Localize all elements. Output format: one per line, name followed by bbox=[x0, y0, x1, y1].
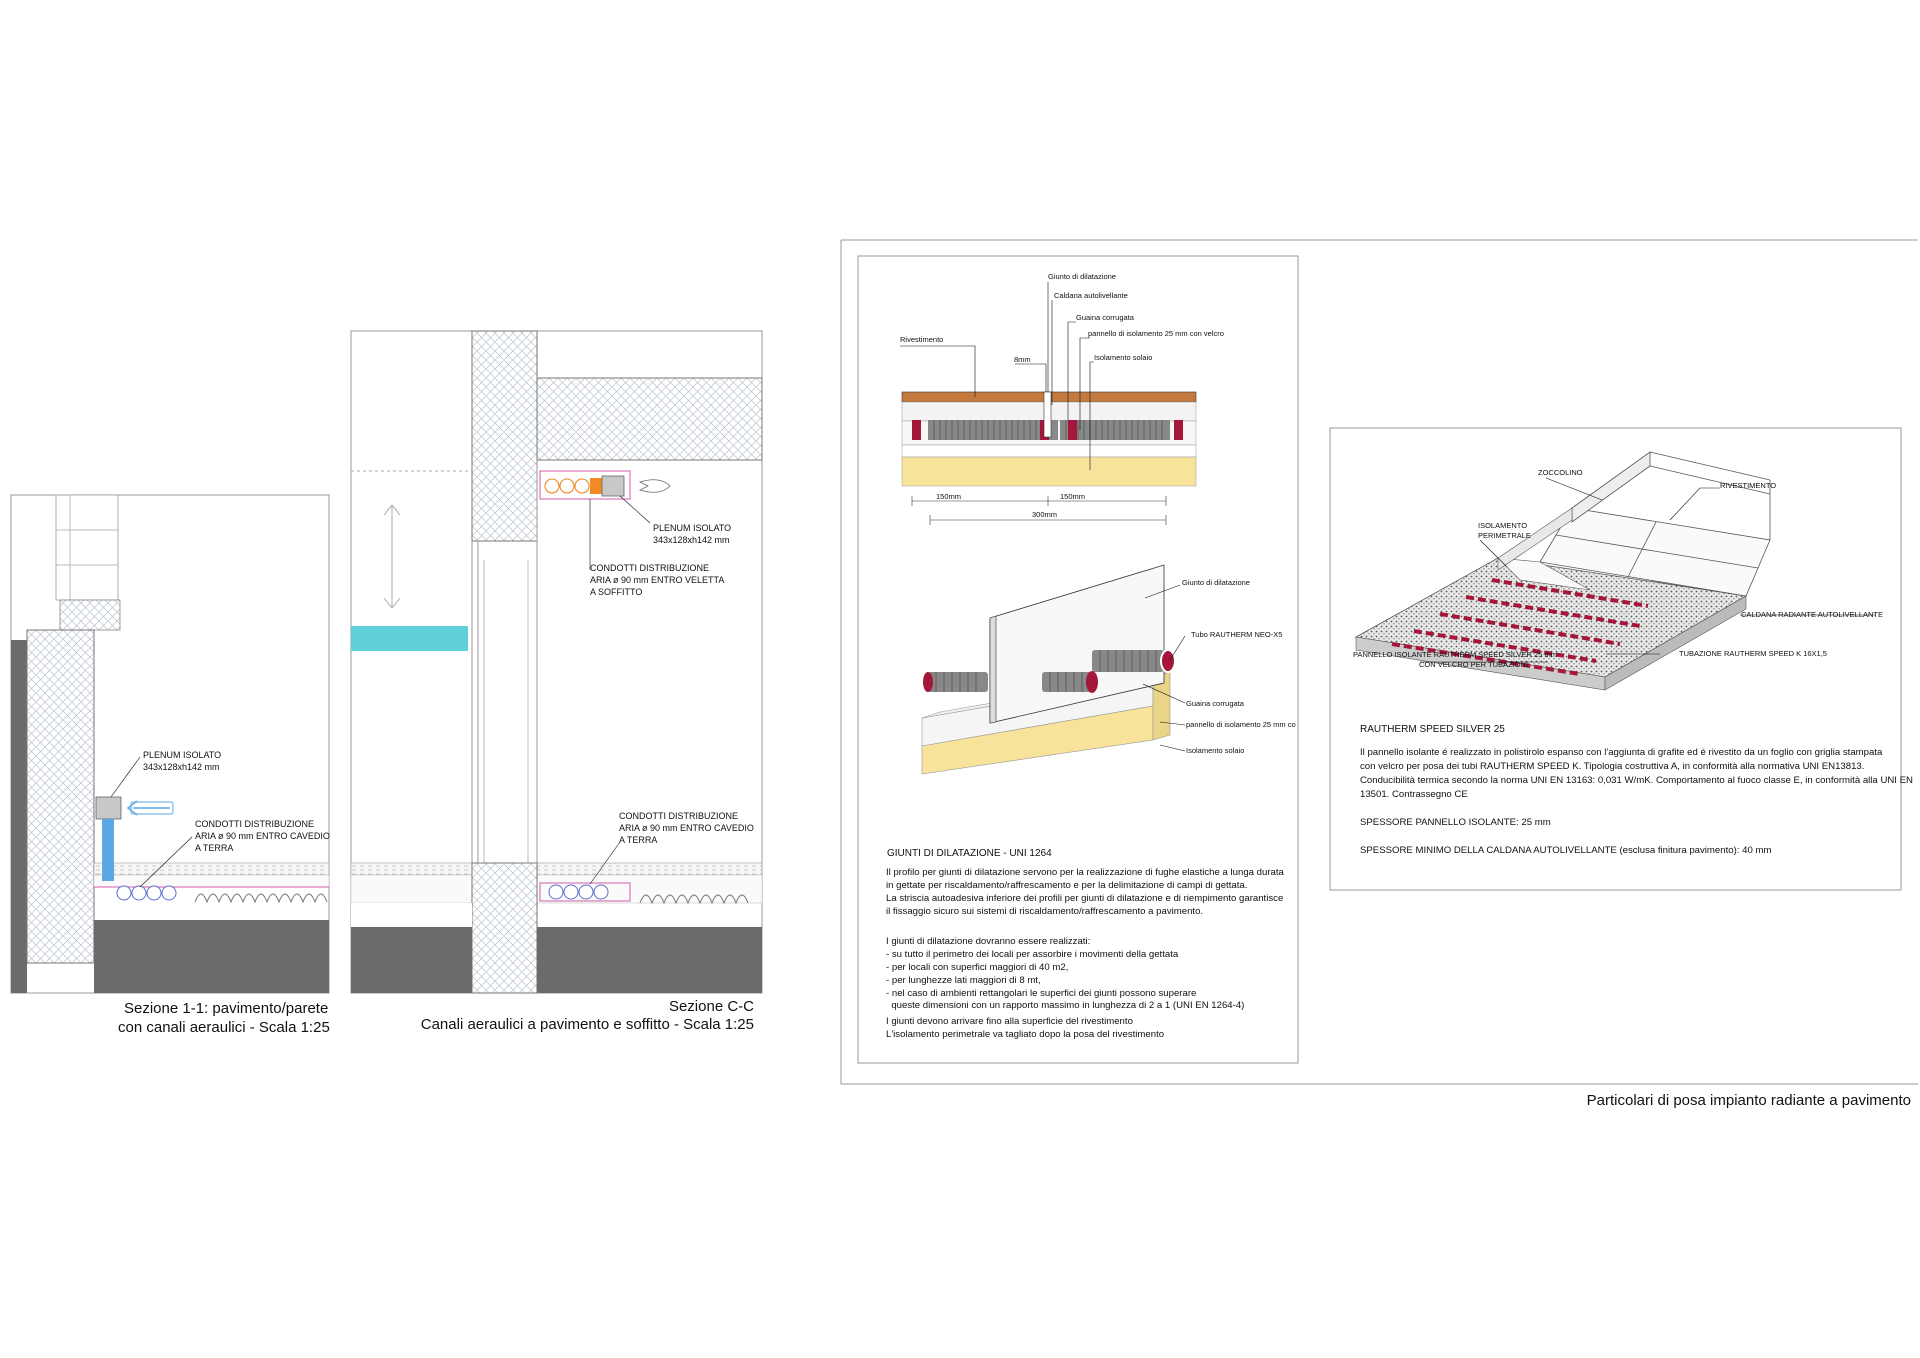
section-cc-drawing bbox=[351, 331, 762, 993]
joint-label-pannello: pannello di isolamento 25 mm con velcro bbox=[1088, 329, 1224, 338]
scc-plenum-label: PLENUM ISOLATO bbox=[653, 523, 732, 533]
joint-paragraph-2: in gettate per riscaldamento/raffrescamento e per la delimitazione di campi di gettata. bbox=[886, 880, 1248, 891]
s11-plenum-label: PLENUM ISOLATO bbox=[143, 750, 222, 760]
speed-paragraph-3: Conducibilità termica secondo la norma UNI EN 13163: 0,031 W/mK. Comportamento al fuoco classe E, in conformità alla UNI EN bbox=[1360, 775, 1913, 786]
joint-label-giunto: Giunto di dilatazione bbox=[1048, 272, 1116, 281]
speed-spessore-pannello: SPESSORE PANNELLO ISOLANTE: 25 mm bbox=[1360, 817, 1551, 828]
joint-dim-left: 150mm bbox=[936, 492, 962, 501]
scc-caption-line1: Sezione C-C bbox=[668, 998, 754, 1015]
speed-label-tubazione: TUBAZIONE RAUTHERM SPEED K 16X1,5 bbox=[1679, 649, 1827, 658]
speed-title: RAUTHERM SPEED SILVER 25 bbox=[1360, 724, 1505, 735]
speed-label-zoccolino: ZOCCOLINO bbox=[1538, 468, 1583, 477]
s11-caption-line2: con canali aeraulici - Scala 1:25 bbox=[118, 1019, 330, 1036]
s11-ducts-line3: A TERRA bbox=[195, 843, 234, 853]
speed-label-isolamento-2: PERIMETRALE bbox=[1478, 531, 1531, 540]
speed-paragraph-4: 13501. Contrassegno CE bbox=[1360, 789, 1468, 800]
speed-label-isolamento-1: ISOLAMENTO bbox=[1478, 521, 1528, 530]
joint-label-gap: 8mm bbox=[1014, 355, 1031, 364]
scc-ceiling-ducts-line1: CONDOTTI DISTRIBUZIONE bbox=[590, 563, 709, 573]
joint-iso-guaina: Guaina corrugata bbox=[1186, 699, 1244, 708]
joint-label-isolamento: Isolamento solaio bbox=[1094, 353, 1153, 362]
joint-iso-tubo: Tubo RAUTHERM NEO-X5 bbox=[1191, 630, 1283, 639]
joint-list-3: - per lunghezze lati maggiori di 8 mt, bbox=[886, 975, 1041, 986]
joint-label-guaina: Guaina corrugata bbox=[1076, 313, 1134, 322]
joint-list-1: - su tutto il perimetro dei locali per assorbire i movimenti della gettata bbox=[886, 949, 1179, 960]
joint-list-intro: I giunti di dilatazione dovranno essere realizzati: bbox=[886, 936, 1091, 947]
speed-paragraph-2: con velcro per posa dei tubi RAUTHERM SPEED K. Tipologia costruttiva A, in conformità alla normativa UNI EN13813. bbox=[1360, 761, 1865, 772]
joint-label-caldana: Caldana autolivellante bbox=[1054, 291, 1128, 300]
section-1-1-drawing bbox=[11, 495, 329, 993]
joint-paragraph-1: Il profilo per giunti di dilatazione servono per la realizzazione di fughe elastiche a lunga durata bbox=[886, 867, 1284, 878]
scc-floor-ducts-line1: CONDOTTI DISTRIBUZIONE bbox=[619, 811, 738, 821]
scc-floor-ducts-line3: A TERRA bbox=[619, 835, 658, 845]
joint-paragraph-4: il fissaggio sicuro sui sistemi di riscaldamento/raffrescamento a pavimento. bbox=[886, 906, 1204, 917]
s11-plenum-dims: 343x128xh142 mm bbox=[143, 762, 220, 772]
joint-closing-1: I giunti devono arrivare fino alla superficie del rivestimento bbox=[886, 1016, 1133, 1027]
joint-iso-giunto: Giunto di dilatazione bbox=[1182, 578, 1250, 587]
speed-paragraph-1: Il pannello isolante é realizzato in polistirolo espanso con l'aggiunta di grafite ed é rivestito da un foglio con griglia stampata bbox=[1360, 747, 1883, 758]
s11-caption-line1: Sezione 1-1: pavimento/parete bbox=[124, 1000, 329, 1017]
speed-label-pannello-2: CON VELCRO PER TUBAZIONI bbox=[1419, 660, 1529, 669]
scc-plenum-dims: 343x128xh142 mm bbox=[653, 535, 730, 545]
joint-paragraph-3: La striscia autoadesiva inferiore dei profili per giunti di dilatazione e di riempimento garantisce bbox=[886, 893, 1284, 904]
sheet-footer-title: Particolari di posa impianto radiante a pavimento bbox=[1586, 1092, 1911, 1109]
joint-closing-2: L'isolamento perimetrale va tagliato dopo la posa del rivestimento bbox=[886, 1029, 1165, 1040]
joint-iso-pannello: pannello di isolamento 25 mm co bbox=[1186, 720, 1296, 729]
joint-iso-isolamento: Isolamento solaio bbox=[1186, 746, 1245, 755]
s11-ducts-line2: ARIA ø 90 mm ENTRO CAVEDIO bbox=[195, 831, 330, 841]
scc-caption-line2: Canali aeraulici a pavimento e soffitto - Scala 1:25 bbox=[420, 1016, 754, 1033]
speed-label-caldana: CALDANA RADIANTE AUTOLIVELLANTE bbox=[1741, 610, 1883, 619]
s11-ducts-line1: CONDOTTI DISTRIBUZIONE bbox=[195, 819, 314, 829]
joint-list-5: queste dimensioni con un rapporto massimo in lunghezza di 2 a 1 (UNI EN 1264-4) bbox=[886, 1000, 1245, 1011]
scc-ceiling-ducts-line3: A SOFFITTO bbox=[590, 587, 643, 597]
joint-label-rivestimento: Rivestimento bbox=[900, 335, 944, 344]
joint-list-4: - nel caso di ambienti rettangolari le superfici dei giunti possono superare bbox=[886, 988, 1197, 999]
speed-label-pannello-1: PANNELLO ISOLANTE RAUTHERM SPEED SILVER 25 mm bbox=[1353, 650, 1557, 659]
speed-label-rivestimento: RIVESTIMENTO bbox=[1720, 481, 1777, 490]
scc-floor-ducts-line2: ARIA ø 90 mm ENTRO CAVEDIO bbox=[619, 823, 754, 833]
joint-dim-total: 300mm bbox=[1032, 510, 1058, 519]
joint-dim-right: 150mm bbox=[1060, 492, 1086, 501]
joint-list-2: - per locali con superfici maggiori di 40 m2, bbox=[886, 962, 1069, 973]
speed-spessore-caldana: SPESSORE MINIMO DELLA CALDANA AUTOLIVELLANTE (esclusa finitura pavimento): 40 mm bbox=[1360, 845, 1772, 856]
joint-title: GIUNTI DI DILATAZIONE - UNI 1264 bbox=[887, 848, 1052, 859]
scc-ceiling-ducts-line2: ARIA ø 90 mm ENTRO VELETTA bbox=[590, 575, 725, 585]
